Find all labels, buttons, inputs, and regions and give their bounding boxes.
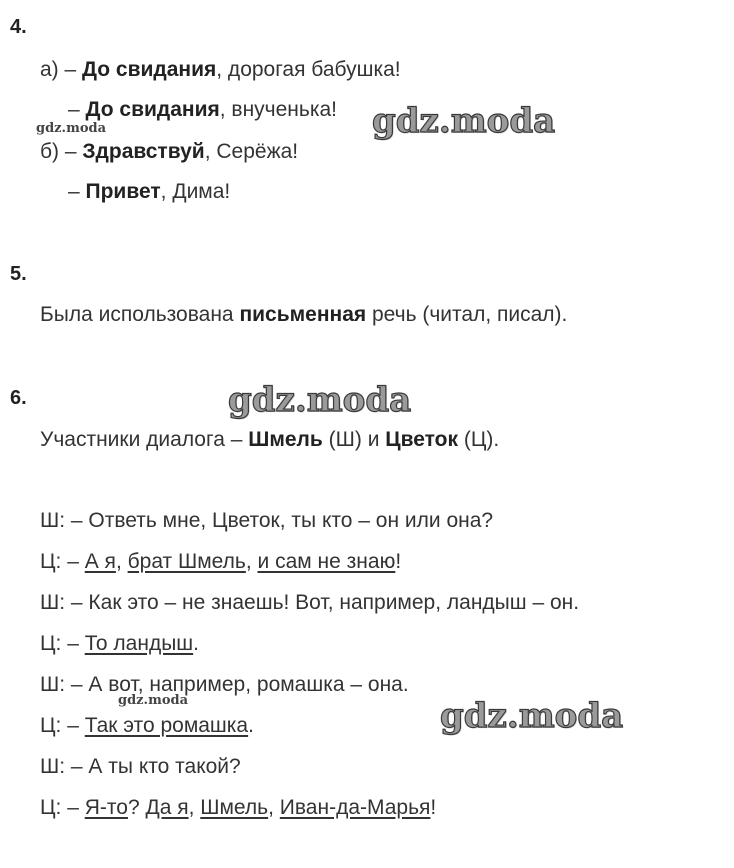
dialog-line-8: [40, 795, 436, 821]
underlined-phrase: Да я: [145, 796, 189, 819]
intro-end: (Ц).: [458, 428, 500, 451]
underlined-phrase: и сам не знаю: [257, 550, 396, 573]
line-rest: , Серёжа!: [204, 140, 299, 163]
underlined-phrase: брат Шмель: [127, 550, 246, 573]
task-5-number: 5.: [10, 263, 27, 285]
dialog-line-7: Ш: – А ты кто такой?: [40, 755, 241, 778]
task-6-intro: [40, 427, 499, 453]
bold-word: Привет: [85, 180, 161, 203]
line-end: .: [248, 714, 254, 737]
line-prefix: –: [68, 98, 86, 121]
line-prefix: Ц: –: [40, 796, 85, 819]
intro-mid: (Ш) и: [322, 428, 386, 451]
separator: ,: [115, 550, 128, 573]
bold-word: письменная: [239, 303, 367, 326]
dialog-line-4: [40, 631, 199, 657]
task-4-line-b2: [68, 179, 230, 205]
dialog-line-6: [40, 713, 254, 739]
watermark-logo: gdz.moda: [372, 101, 556, 141]
dialog-line-2: [40, 549, 401, 575]
separator: ,: [188, 796, 201, 819]
line-prefix: б) –: [40, 140, 83, 163]
underlined-phrase: А я: [84, 550, 116, 573]
bold-word: Здравствуй: [82, 140, 205, 163]
task-4-line-a2: [68, 97, 337, 123]
task-4-line-b: [40, 139, 298, 165]
dialog-line-1: Ш: – Ответь мне, Цветок, ты кто – он или она?: [40, 509, 494, 532]
watermark-logo: gdz.moda: [440, 696, 624, 736]
line-prefix: а) –: [40, 58, 83, 81]
watermark-small-bottom: gdz.moda: [118, 693, 189, 708]
underlined-phrase: Иван-да-Марья: [279, 796, 431, 819]
line-prefix: Ц: –: [40, 714, 85, 737]
separator: ,: [245, 550, 258, 573]
line-prefix: Ц: –: [40, 550, 85, 573]
watermark-logo: gdz.moda: [228, 380, 412, 420]
line-rest: , Дима!: [160, 180, 231, 203]
line-end: .: [193, 632, 199, 655]
line-end: !: [430, 796, 437, 819]
line-rest: речь (читал, писал).: [366, 303, 568, 326]
line-prefix: Ц: –: [40, 632, 85, 655]
underlined-phrase: То ландыш: [84, 632, 194, 655]
underlined-phrase: Шмель: [200, 796, 269, 819]
dialog-line-5: Ш: – А вот, например, ромашка – она.: [40, 673, 409, 696]
intro-prefix: Участники диалога –: [40, 428, 249, 451]
bold-word: До свидания: [85, 98, 220, 121]
task-4-number: 4.: [10, 16, 27, 38]
watermark-small-top: gdz.moda: [36, 121, 107, 136]
line-prefix: –: [68, 180, 86, 203]
bold-word: До свидания: [82, 58, 217, 81]
underlined-phrase: Так это ромашка: [84, 714, 249, 737]
bold-word: Шмель: [248, 428, 323, 451]
bold-word: Цветок: [385, 428, 458, 451]
task-4-line-a: [40, 57, 401, 83]
task-5-line: [40, 302, 567, 328]
line-rest: , внученька!: [219, 98, 337, 121]
separator: ,: [268, 796, 280, 819]
task-6-number: 6.: [10, 387, 27, 409]
line-prefix: Была использована: [40, 303, 240, 326]
separator: ?: [127, 796, 146, 819]
dialog-line-3: Ш: – Как это – не знаешь! Вот, например, ландыш – он.: [40, 591, 580, 614]
line-end: !: [395, 550, 402, 573]
line-rest: , дорогая бабушка!: [216, 58, 401, 81]
underlined-phrase: Я-то: [84, 796, 128, 819]
